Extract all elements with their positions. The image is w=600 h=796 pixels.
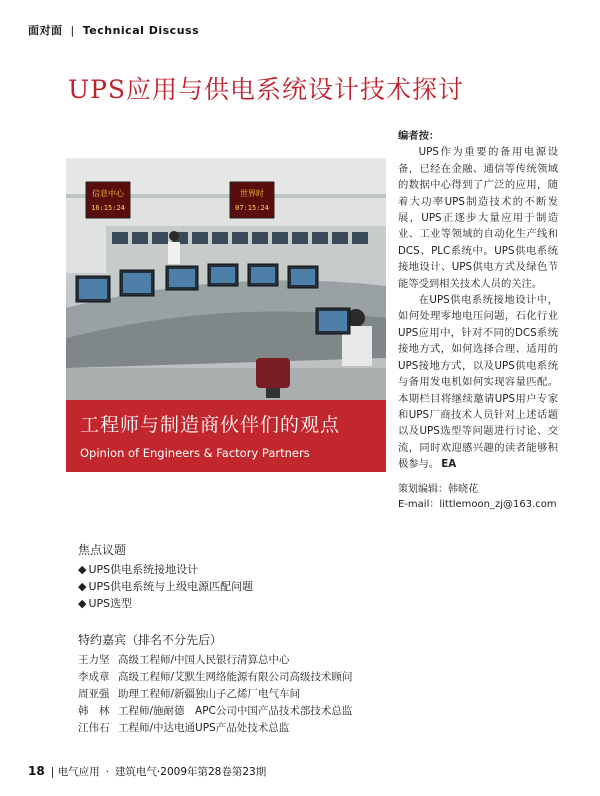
- sign-right-time: 07:15:24: [235, 204, 269, 212]
- guest-role: 助理工程师/新疆独山子乙烯厂电气车间: [118, 688, 301, 700]
- guest-role: 工程师/施耐德 APC公司中国产品技术部技术总监: [118, 705, 353, 717]
- guest-row: [78, 720, 498, 737]
- footer-brand: 电气应用: [57, 766, 100, 778]
- editor-credit: [398, 482, 568, 512]
- end-mark: EA: [441, 458, 457, 471]
- guest-role: 高级工程师/艾默生网络能源有限公司高级技术顾问: [118, 671, 353, 683]
- page-number: 18: [28, 764, 45, 778]
- guest-name: 韩 林: [78, 705, 110, 717]
- planner-credit: 策划编辑：韩晓花: [398, 484, 478, 495]
- focus-item: ◆ UPS选型: [78, 595, 478, 612]
- editor-note-paragraph-1: UPS作为重要的备用电源设备，已经在金融、通信等传统领域的数据中心得到了广泛的应用，随着大功率UPS制造技术的不断发展，UPS正逐步大量应用于制造业、工业等领域的自动化生产线和DCS、PLC系统中。UPS供电系统接地设计、UPS供电方式及绿色节能等受到相关技术人员的关注。: [398, 146, 558, 290]
- guest-list: [78, 632, 498, 737]
- editor-note-paragraph-2: [398, 292, 558, 472]
- guest-name: 王力坚: [78, 654, 110, 666]
- editor-note: [398, 128, 558, 473]
- guest-row: [78, 686, 498, 703]
- sign-left-time: 16:15:24: [91, 204, 125, 212]
- running-header: [28, 22, 199, 38]
- opinion-banner: [66, 400, 386, 472]
- editor-email: E-mail：littlemoon_zj@163.com: [398, 499, 557, 510]
- guest-row: [78, 703, 498, 720]
- guest-name: 江伟石: [78, 722, 110, 734]
- guest-role: 工程师/中达电通UPS产品处技术总监: [118, 722, 290, 734]
- guest-row: [78, 652, 498, 669]
- header-divider: |: [70, 24, 75, 37]
- article-title: UPS应用与供电系统设计技术探讨: [68, 75, 465, 104]
- editor-note-label: 编者按：: [398, 130, 440, 142]
- editor-note-paragraph-2-text: 在UPS供电系统接地设计中，如何处理零地电压问题，石化行业UPS应用中，针对不同的DCS系统接地方式，如何选择合理、适用的UPS接地方式，以及UPS供电系统与备用发电机如何实现容量匹配。本期栏目将继续邀请UPS用户专家和UPS厂商技术人员针对上述话题以及UPS选型等问题进行讨论、交流，同时欢迎感兴趣的读者能够积极参与。: [398, 294, 558, 471]
- control-room-illustration: [66, 158, 386, 400]
- focus-item: ◆ UPS供电系统接地设计: [78, 561, 478, 578]
- focus-heading: 焦点议题: [78, 543, 127, 557]
- banner-title-cn: 工程师与制造商伙伴们的观点: [80, 414, 341, 436]
- guest-role: 高级工程师/中国人民银行清算总中心: [118, 654, 290, 666]
- guest-name: 李成章: [78, 671, 110, 683]
- focus-topics: [78, 542, 478, 612]
- guests-heading: 特约嘉宾（排名不分先后）: [78, 633, 223, 647]
- footer-journal: 建筑电气·2009年第28卷第23期: [114, 766, 267, 778]
- focus-item: ◆ UPS供电系统与上级电源匹配问题: [78, 578, 478, 595]
- section-label-en: Technical Discuss: [82, 24, 200, 37]
- page-footer: [28, 764, 266, 779]
- footer-divider: |: [50, 766, 55, 778]
- banner-title-en: Opinion of Engineers & Factory Partners: [80, 446, 310, 460]
- section-label: 面对面: [28, 24, 63, 37]
- guest-name: 周亚强: [78, 688, 110, 700]
- sign-right-title: 世界时: [240, 189, 264, 198]
- control-room-photo: [66, 158, 386, 400]
- guest-row: [78, 669, 498, 686]
- sign-left-title: 信息中心: [92, 189, 124, 198]
- footer-dot: ·: [105, 766, 109, 778]
